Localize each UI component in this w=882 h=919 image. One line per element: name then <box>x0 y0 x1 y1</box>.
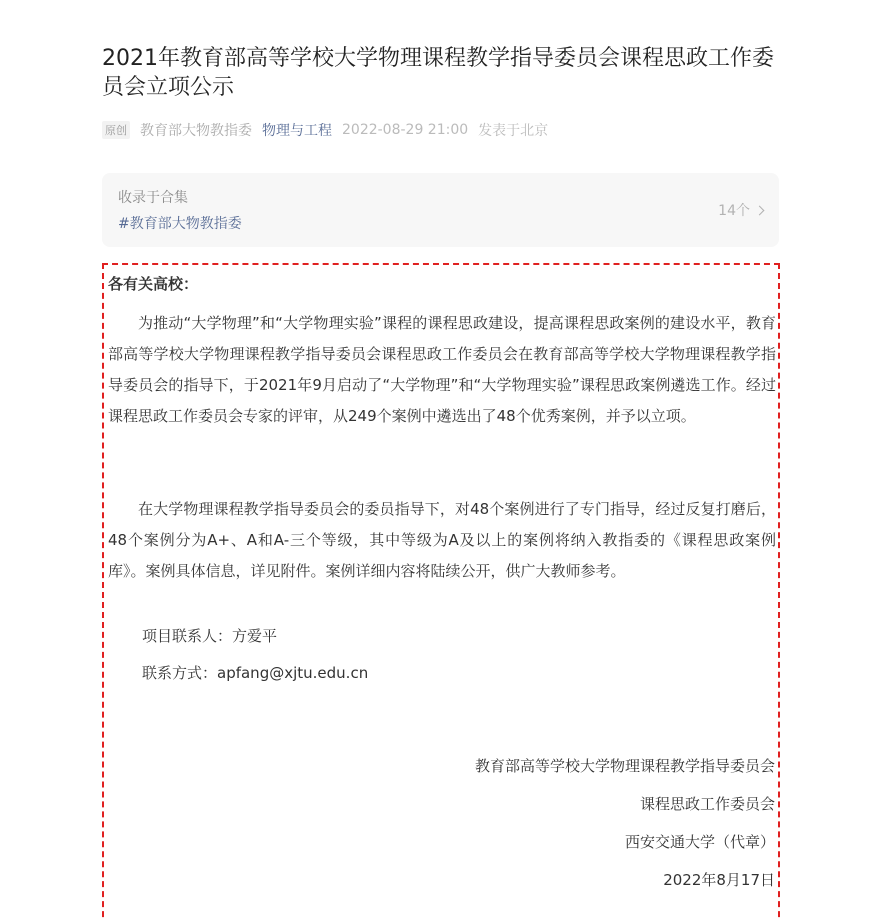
collection-count-label: 14个 <box>718 203 750 219</box>
signature-line: 教育部高等学校大学物理课程教学指导委员会 <box>474 757 775 775</box>
collection-card[interactable] <box>102 173 779 247</box>
author-name: 教育部大物教指委 <box>140 123 252 139</box>
body-paragraph: 在大学物理课程教学指导委员会的委员指导下，对48个案例进行了专门指导，经过反复打磨后，48个案例分为A+、A和A-三个等级，其中等级为A及以上的案例将纳入教指委的《课程思政案例库》。案例具体信息，详见附件。案例详细内容将陆续公开，供广大教师参考。 <box>108 500 776 580</box>
signature-line: 西安交通大学（代章） <box>624 833 775 851</box>
collection-label: 收录于合集 <box>118 190 188 206</box>
signature-line: 课程思政工作委员会 <box>639 795 775 813</box>
account-link[interactable]: 物理与工程 <box>262 123 332 139</box>
contact-person: 项目联系人：方爱平 <box>142 627 278 645</box>
article-title: 2021年教育部高等学校大学物理课程教学指导委员会课程思政工作委员会立项公示 <box>102 46 774 100</box>
salutation: 各有关高校： <box>108 275 199 293</box>
collection-count[interactable] <box>718 200 763 220</box>
contact-info: 联系方式：apfang@xjtu.edu.cn <box>142 664 369 682</box>
collection-tag-link[interactable]: #教育部大物教指委 <box>118 216 242 232</box>
chevron-right-icon <box>755 205 765 215</box>
article-body-frame <box>102 263 780 919</box>
original-badge: 原创 <box>102 121 130 139</box>
publish-time: 2022-08-29 21:00 <box>342 122 469 138</box>
article-meta <box>102 119 548 141</box>
signature-date: 2022年8月17日 <box>663 871 775 889</box>
body-paragraph: 为推动“大学物理”和“大学物理实验”课程的课程思政建设，提高课程思政案例的建设水平，教育部高等学校大学物理课程教学指导委员会课程思政工作委员会在教育部高等学校大学物理课程教学指导委员会的指导下，于2021年9月启动了“大学物理”和“大学物理实验”课程思政案例遴选工作。经过课程思政工作委员会专家的评审，从249个案例中遴选出了48个优秀案例，并予以立项。 <box>108 314 776 425</box>
publish-location: 发表于北京 <box>478 123 549 139</box>
